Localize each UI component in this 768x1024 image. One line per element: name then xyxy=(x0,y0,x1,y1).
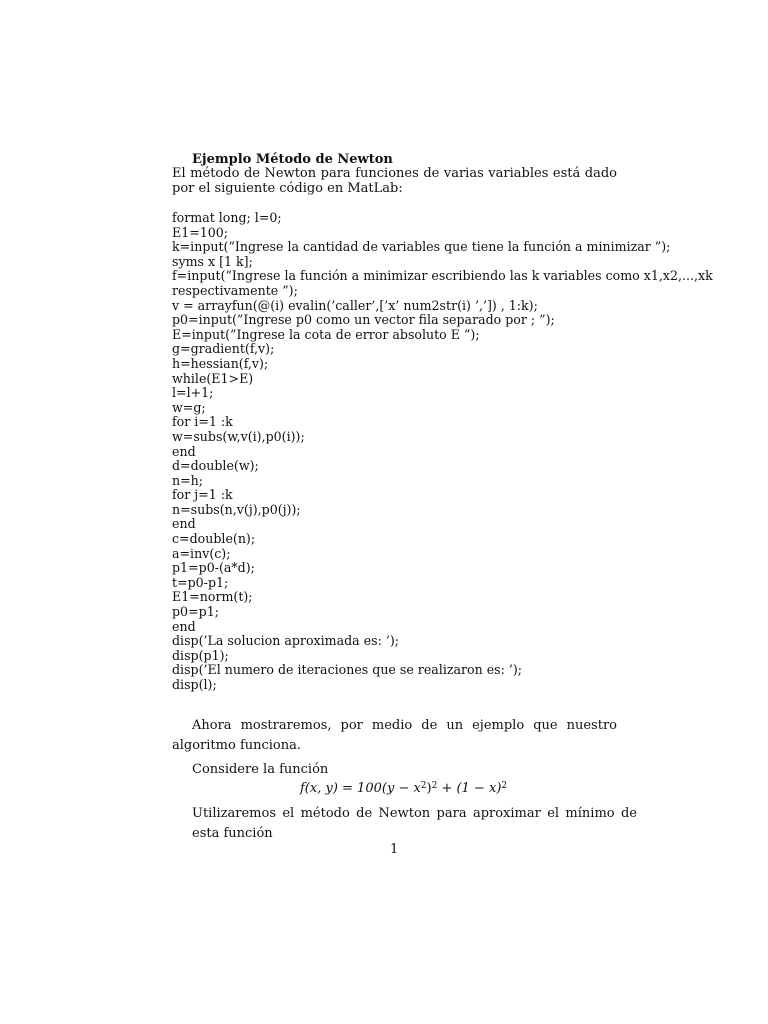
matlab-code-block xyxy=(172,211,713,693)
code-line: w=g; xyxy=(172,399,206,415)
code-line: n=subs(n,v(j),p0(j)); xyxy=(172,501,301,517)
code-line: k=input(”Ingrese la cantidad de variables que tiene la función a minimizar ”); xyxy=(172,239,671,255)
formula-exponent-1: 2 xyxy=(420,781,427,791)
section-heading: Ejemplo Método de Newton xyxy=(192,152,393,167)
code-line: c=double(n); xyxy=(172,531,256,547)
code-line: end xyxy=(172,443,196,459)
page-number: 1 xyxy=(390,842,399,857)
code-line: disp(’La solucion aproximada es: ’); xyxy=(172,633,400,649)
formula-exponent-3: 2 xyxy=(501,781,508,791)
formula-plus-term: + (1 − x) xyxy=(437,781,502,796)
code-line: disp(l); xyxy=(172,677,217,692)
code-line: end xyxy=(172,516,196,532)
formula xyxy=(300,781,507,796)
code-line: disp(’El numero de iteraciones que se realizaron es: ’); xyxy=(172,662,523,678)
code-line: d=double(w); xyxy=(172,458,259,474)
code-line: p1=p0-(a*d); xyxy=(172,560,255,576)
code-line: w=subs(w,v(i),p0(i)); xyxy=(172,428,305,444)
code-line: disp(p1); xyxy=(172,647,229,663)
paragraph-ahora: Ahora mostraremos, por medio de un ejemplo que nuestro algoritmo funciona. xyxy=(172,718,617,753)
code-line: E=input(”Ingrese la cota de error absoluto E ”); xyxy=(172,326,480,342)
code-line: a=inv(c); xyxy=(172,545,231,561)
paragraph-utilizaremos: Utilizaremos el método de Newton para aproximar el mínimo de esta función xyxy=(192,806,637,841)
code-line: t=p0-p1; xyxy=(172,574,229,590)
code-line: v = arrayfun(@(i) evalin(’caller’,[’x’ num2str(i) ’,’]) , 1:k); xyxy=(172,297,538,313)
paragraph-considere: Considere la función xyxy=(192,762,329,777)
formula-close-paren: ) xyxy=(426,781,432,796)
code-line: h=hessian(f,v); xyxy=(172,355,269,371)
code-line: format long; l=0; xyxy=(172,210,282,225)
code-line: p0=p1; xyxy=(172,604,219,620)
formula-lhs: f(x, y) = 100(y − x xyxy=(300,781,421,796)
code-line: respectivamente ”); xyxy=(172,282,298,298)
code-line: n=h; xyxy=(172,472,204,488)
code-line: p0=input(”Ingrese p0 como un vector fila separado por ; ”); xyxy=(172,312,555,328)
code-line: g=gradient(f,v); xyxy=(172,341,275,357)
code-line: syms x [1 k]; xyxy=(172,253,253,269)
code-line: l=l+1; xyxy=(172,385,214,401)
code-line: while(E1>E) xyxy=(172,370,254,386)
code-line: for i=1 :k xyxy=(172,414,233,430)
code-line: end xyxy=(172,618,196,634)
code-line: f=input(”Ingrese la función a minimizar escribiendo las k variables como x1,x2,...,xk xyxy=(172,268,713,284)
code-line: for j=1 :k xyxy=(172,487,233,503)
formula-exponent-2: 2 xyxy=(431,781,438,791)
code-line: E1=100; xyxy=(172,224,229,240)
intro-paragraph: El método de Newton para funciones de varias variables está dado por el siguiente código en MatLab: xyxy=(172,166,617,196)
code-line: E1=norm(t); xyxy=(172,589,253,605)
